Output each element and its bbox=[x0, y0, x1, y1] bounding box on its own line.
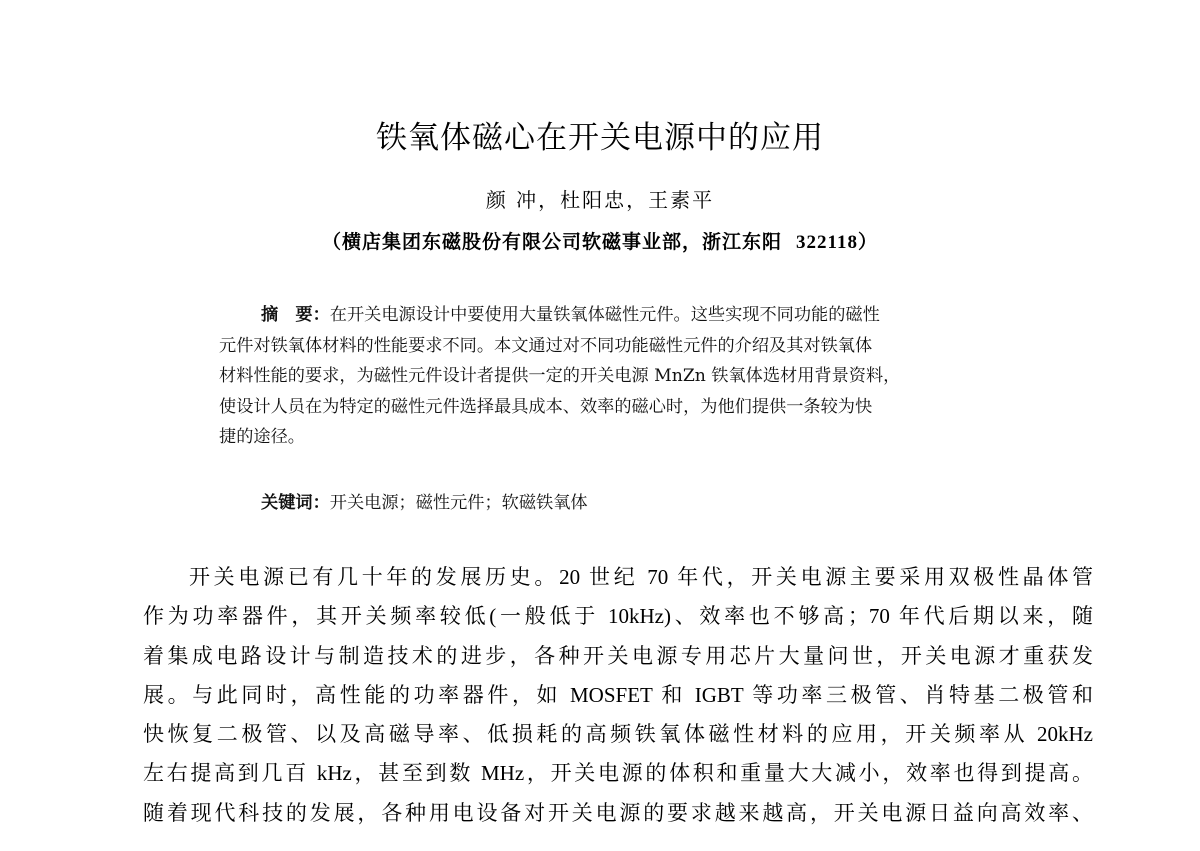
keywords-label: 关键词： bbox=[261, 493, 330, 513]
abstract-line: 使设计人员在为特定的磁性元件选择最具成本、效率的磁心时，为他们提供一条较为快 bbox=[219, 396, 873, 417]
author-list: 颜 冲，杜阳忠，王素平 bbox=[485, 188, 715, 212]
abstract-line: 材料性能的要求，为磁性元件设计者提供一定的开关电源 MnZn 铁氧体选材用背景资料， bbox=[219, 366, 901, 386]
abstract-line bbox=[219, 300, 1019, 331]
keywords bbox=[261, 488, 588, 518]
paper-title: 铁氧体磁心在开关电源中的应用 bbox=[376, 120, 824, 156]
body-line: 快恢复二极管、以及高磁导率、低损耗的高频铁氧体磁性材料的应用，开关频率从 20kHz bbox=[143, 722, 1093, 747]
abstract-line: 元件对铁氧体材料的性能要求不同。本文通过对不同功能磁性元件的介绍及其对铁氧体 bbox=[219, 335, 873, 356]
affiliation-text: （横店集团东磁股份有限公司软磁事业部，浙江东阳 bbox=[322, 231, 783, 253]
body-line: 着集成电路设计与制造技术的进步，各种开关电源专用芯片大量问世，开关电源才重获发 bbox=[143, 643, 1093, 668]
body-line: 作为功率器件，其开关频率较低(一般低于 10kHz)、效率也不够高；70 年代后期以来，随 bbox=[143, 604, 1093, 629]
body-line: 展。与此同时，高性能的功率器件，如 MOSFET 和 IGBT 等功率三极管、肖特基二极管和 bbox=[143, 682, 1093, 707]
abstract-line: 捷的途径。 bbox=[219, 427, 305, 447]
abstract-label: 摘 要： bbox=[261, 305, 330, 325]
body-paragraph bbox=[143, 558, 1093, 833]
affiliation-zip: 322118） bbox=[796, 232, 878, 253]
body-line: 左右提高到几百 kHz，甚至到数 MHz，开关电源的体积和重量大大减小，效率也得到提高。 bbox=[143, 761, 1093, 786]
keywords-text: 开关电源；磁性元件；软磁铁氧体 bbox=[329, 493, 588, 513]
abstract bbox=[219, 300, 1019, 453]
abstract-text: 在开关电源设计中要使用大量铁氧体磁性元件。这些实现不同功能的磁性 bbox=[329, 305, 880, 325]
body-line: 随着现代科技的发展，各种用电设备对开关电源的要求越来越高，开关电源日益向高效率、 bbox=[143, 800, 1093, 825]
affiliation bbox=[0, 227, 1200, 254]
body-line: 开关电源已有几十年的发展历史。20 世纪 70 年代，开关电源主要采用双极性晶体管 bbox=[189, 565, 1093, 589]
